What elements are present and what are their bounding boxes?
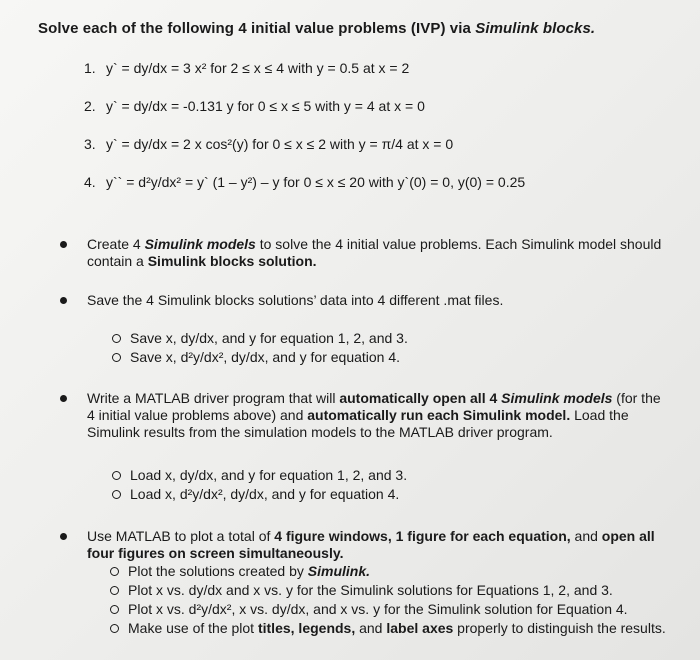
sub-item-text: Load x, d²y/dx², dy/dx, and y for equation 4.	[130, 486, 400, 502]
problem-text: y` = dy/dx = 3 x² for 2 ≤ x ≤ 4 with y = 0.5 at x = 2	[106, 60, 410, 76]
sub-bullet-circle	[112, 471, 121, 480]
bullet-dot	[60, 533, 67, 540]
sub-item-text: Plot x vs. d²y/dx², x vs. dy/dx, and x vs. y for the Simulink solution for Equation 4.	[128, 601, 628, 617]
page-heading	[38, 20, 595, 37]
bullet-text: Create 4 Simulink models to solve the 4 initial value problems. Each Simulink model should contain a Simulink blocks solution.	[87, 236, 662, 269]
sub-item-text: Plot x vs. dy/dx and x vs. y for the Simulink solutions for Equations 1, 2, and 3.	[128, 582, 613, 598]
problem-number: 1.	[84, 60, 96, 76]
sub-item-text: Save x, dy/dx, and y for equation 1, 2, and 3.	[130, 330, 408, 346]
sub-bullet-circle	[110, 624, 119, 633]
bullet-text: Write a MATLAB driver program that will automatically open all 4 Simulink models (for the 4 initial value problems above) and automatically run each Simulink model. Load the Simulink results from the simulation models to the MATLAB driver program.	[87, 390, 661, 440]
bullet-text: Use MATLAB to plot a total of 4 figure windows, 1 figure for each equation, and open all four figures on screen simultaneously.	[87, 528, 655, 561]
sub-bullet-circle	[112, 353, 121, 362]
problem-text: y`` = d²y/dx² = y` (1 – y²) – y for 0 ≤ x ≤ 20 with y`(0) = 0, y(0) = 0.25	[106, 174, 526, 190]
problem-1	[84, 60, 409, 76]
bullet-dot	[60, 241, 67, 248]
sub-bullet-circle	[112, 490, 121, 499]
problem-number: 4.	[84, 174, 96, 190]
bullet-dot	[60, 297, 67, 304]
problem-number: 2.	[84, 98, 96, 114]
sub-bullet-circle	[112, 334, 121, 343]
sub-item-text: Make use of the plot titles, legends, and label axes properly to distinguish the results.	[128, 620, 666, 636]
sub-item-text: Save x, d²y/dx², dy/dx, and y for equation 4.	[130, 349, 401, 365]
bullet-dot	[60, 395, 67, 402]
problem-number: 3.	[84, 136, 96, 152]
sub-bullet-circle	[110, 567, 119, 576]
heading-emphasis: Simulink blocks.	[475, 20, 596, 37]
bullet-text: Save the 4 Simulink blocks solutions’ data into 4 different .mat files.	[87, 292, 504, 308]
problem-3	[84, 136, 453, 152]
sub-item-text: Plot the solutions created by Simulink.	[128, 563, 371, 579]
sub-bullet-circle	[110, 605, 119, 614]
problem-text: y` = dy/dx = 2 x cos²(y) for 0 ≤ x ≤ 2 with y = π/4 at x = 0	[106, 136, 454, 152]
sub-item-text: Load x, dy/dx, and y for equation 1, 2, and 3.	[130, 467, 408, 483]
problem-2	[84, 98, 425, 114]
sub-bullet-circle	[110, 586, 119, 595]
heading-text: Solve each of the following 4 initial value problems (IVP) via	[38, 20, 476, 37]
problem-4	[84, 174, 525, 190]
problem-text: y` = dy/dx = -0.131 y for 0 ≤ x ≤ 5 with y = 4 at x = 0	[106, 98, 425, 114]
